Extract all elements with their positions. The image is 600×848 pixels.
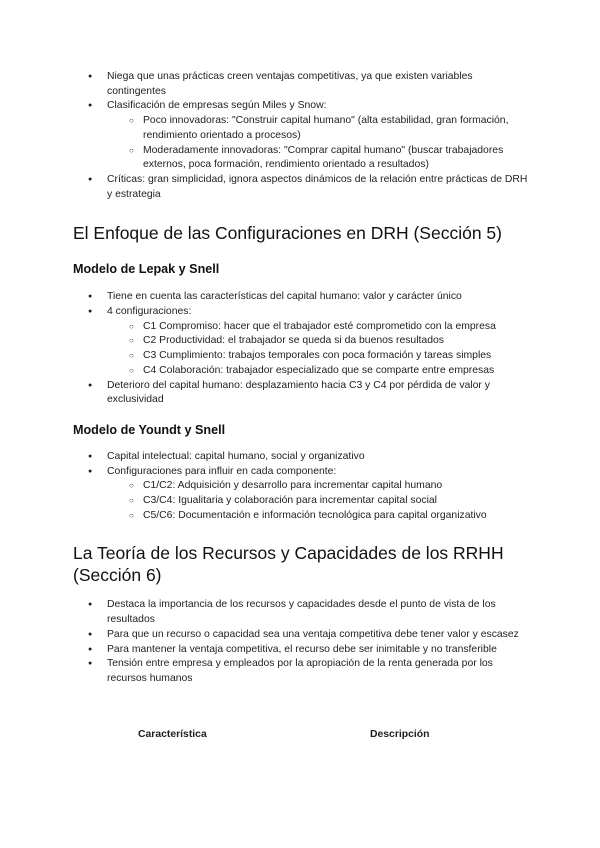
sub-list [107, 320, 533, 379]
list-item: ● Configuraciones para influir en cada componente: ○ C1/C2: Adquisición y desarrollo para incrementar capital humano ○ C3/C4: Igualitaria y colaboración para incrementar capital social ○ C5/C6: Documentación e información tecnológica para capital organizativo [73, 465, 533, 524]
list-item: ● Niega que unas prácticas creen ventajas competitivas, ya que existen variables contingentes [73, 70, 533, 99]
sub-list-item: ○ C4 Colaboración: trabajador especializado que se comparte entre empresas [107, 364, 533, 379]
sub-list-item: ○ C2 Productividad: el trabajador se queda si da buenos resultados [107, 334, 533, 349]
sub-list [107, 114, 533, 173]
sub-list-item: ○ Moderadamente innovadoras: "Comprar capital humano" (buscar trabajadores externos, poca formación, rendimiento orientado a resultados) [107, 144, 533, 173]
table-header-caracteristica: Característica [138, 729, 207, 740]
sub-list-item: ○ C1/C2: Adquisición y desarrollo para incrementar capital humano [107, 479, 533, 494]
list-item: ● Clasificación de empresas según Miles y Snow: ○ Poco innovadoras: "Construir capital humano" (alta estabilidad, gran formación, rendimiento orientado a procesos) ○ Moderadamente innovadoras: "Comprar capital humano" (buscar trabajadores externos, poca formación, rendimiento orientado a resultados) [73, 99, 533, 173]
list-item: ● Para que un recurso o capacidad sea una ventaja competitiva debe tener valor y escasez [73, 628, 533, 643]
list-item: ● Destaca la importancia de los recursos y capacidades desde el punto de vista de los resultados [73, 598, 533, 627]
lepak-list [73, 290, 533, 408]
sub-list-item: ○ C3 Cumplimiento: trabajos temporales con poca formación y tareas simples [107, 349, 533, 364]
list-item: ● Deterioro del capital humano: desplazamiento hacia C3 y C4 por pérdida de valor y exclusividad [73, 379, 533, 408]
sub-list [107, 479, 533, 523]
intro-list [73, 70, 533, 202]
list-item: ● Para mantener la ventaja competitiva, el recurso debe ser inimitable y no transferible [73, 643, 533, 658]
section-6-list [73, 598, 533, 686]
sub-list-item: ○ Poco innovadoras: "Construir capital humano" (alta estabilidad, gran formación, rendimiento orientado a procesos) [107, 114, 533, 143]
section-6-heading: La Teoría de los Recursos y Capacidades de los RRHH (Sección 6) [73, 543, 504, 586]
youndt-snell-heading: Modelo de Youndt y Snell [73, 422, 226, 437]
youndt-list [73, 450, 533, 524]
section-5-heading: El Enfoque de las Configuraciones en DRH (Sección 5) [73, 223, 502, 244]
sub-list-item: ○ C3/C4: Igualitaria y colaboración para incrementar capital social [107, 494, 533, 509]
table-header-descripcion: Descripción [370, 729, 430, 740]
document-content [73, 70, 533, 687]
list-item: ● Críticas: gran simplicidad, ignora aspectos dinámicos de la relación entre prácticas de DRH y estrategia [73, 173, 533, 202]
list-item: ● Capital intelectual: capital humano, social y organizativo [73, 450, 533, 465]
sub-list-item: ○ C5/C6: Documentación e información tecnológica para capital organizativo [107, 509, 533, 524]
list-item: ● Tensión entre empresa y empleados por la apropiación de la renta generada por los recursos humanos [73, 657, 533, 686]
list-item: ● 4 configuraciones: ○ C1 Compromiso: hacer que el trabajador esté comprometido con la empresa ○ C2 Productividad: el trabajador se queda si da buenos resultados ○ C3 Cumplimiento: trabajos temporales con poca formación y tareas simples ○ C4 Colaboración: trabajador especializado que se comparte entre empresas [73, 305, 533, 379]
sub-list-item: ○ C1 Compromiso: hacer que el trabajador esté comprometido con la empresa [107, 320, 533, 335]
list-item: ● Tiene en cuenta las características del capital humano: valor y carácter único [73, 290, 533, 305]
lepak-snell-heading: Modelo de Lepak y Snell [73, 262, 220, 277]
